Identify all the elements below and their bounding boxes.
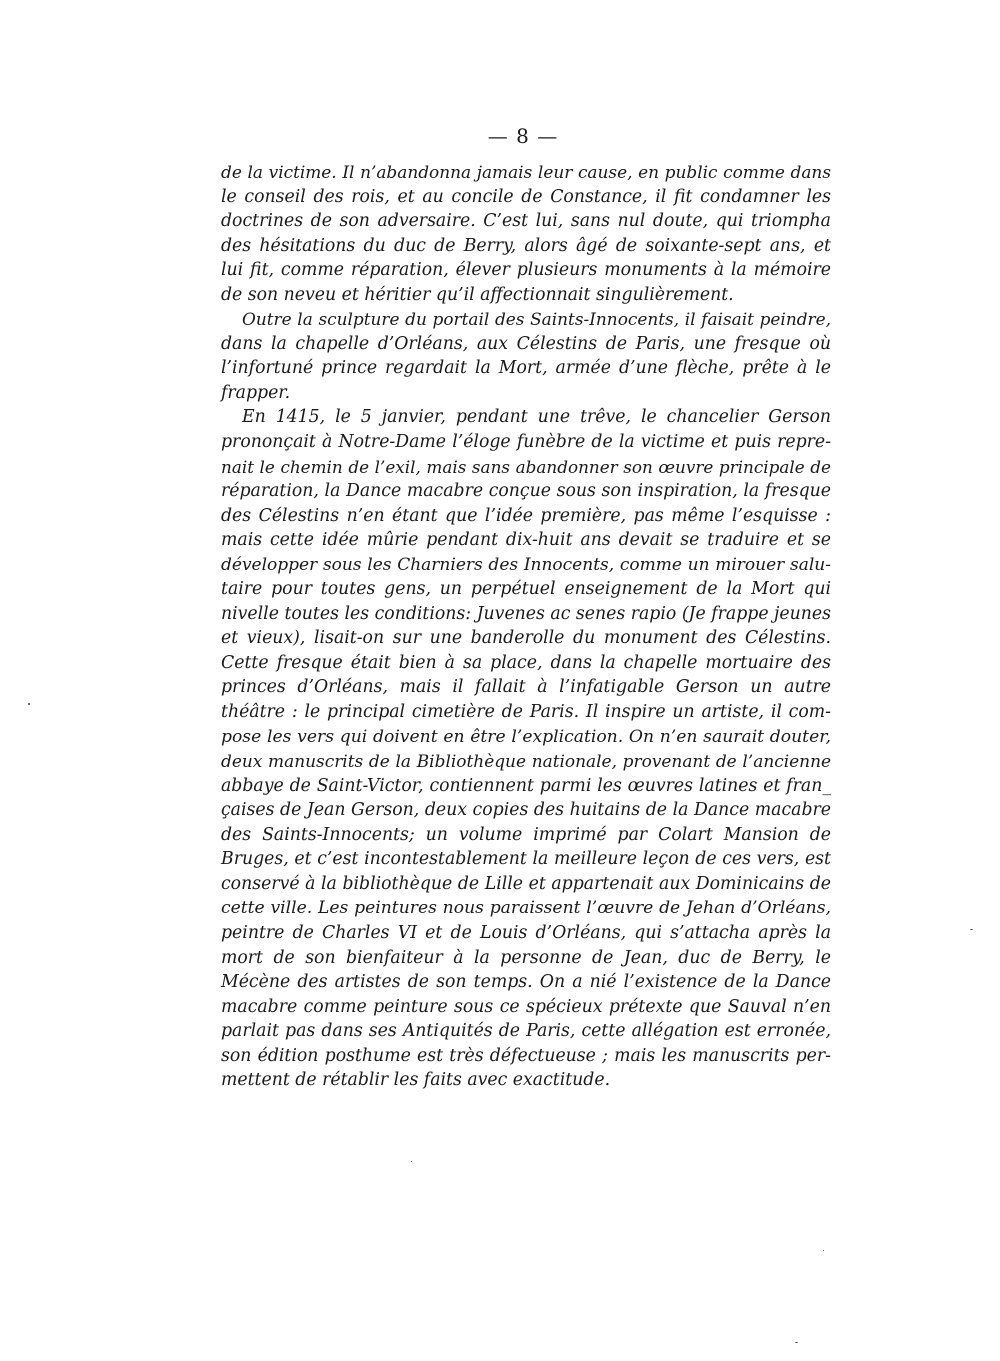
text-line: abbaye de Saint-Victor, contiennent parmi les œuvres latines et fran_ xyxy=(221,775,831,796)
text-line: deux manuscrits de la Bibliothèque nationale, provenant de l’ancienne xyxy=(221,751,831,772)
text-line: frapper. xyxy=(221,382,291,403)
text-line: peintre de Charles VI et de Louis d’Orléans, qui s’attacha après la xyxy=(221,922,831,943)
text-line: çaises de Jean Gerson, deux copies des huitains de la Dance macabre xyxy=(221,800,831,821)
text-line: l’infortuné prince regardait la Mort, armée d’une flèche, prête à le xyxy=(221,358,831,379)
scan-speck xyxy=(970,929,973,930)
text-line: Outre la sculpture du portail des Saints-Innocents, il faisait peindre, xyxy=(242,309,831,330)
text-line: Mécène des artistes de son temps. On a nié l’existence de la Dance xyxy=(221,972,831,993)
text-line: réparation, la Dance macabre conçue sous son inspiration, la fresque xyxy=(221,481,831,502)
text-line: lui fit, comme réparation, élever plusieurs monuments à la mémoire xyxy=(221,260,831,281)
scan-speck xyxy=(411,1161,412,1162)
text-line: parlait pas dans ses Antiquités de Paris, cette allégation est erronée, xyxy=(221,1021,831,1042)
page-number: — 8 — xyxy=(487,124,559,148)
text-line: mais cette idée mûrie pendant dix-huit ans devait se traduire et se xyxy=(221,530,831,551)
text-line: des hésitations du duc de Berry, alors âgé de soixante-sept ans, et xyxy=(221,235,831,256)
text-line: théâtre : le principal cimetière de Paris. Il inspire un artiste, il com- xyxy=(221,702,831,723)
text-line: nivelle toutes les conditions: Juvenes ac senes rapio (Je frappe jeunes xyxy=(221,603,831,624)
text-line: des Saints-Innocents; un volume imprimé par Colart Mansion de xyxy=(221,824,831,845)
text-line: cette ville. Les peintures nous paraissent l’œuvre de Jehan d’Orléans, xyxy=(221,898,831,919)
text-line: Bruges, et c’est incontestablement la meilleure leçon de ces vers, est xyxy=(221,849,831,870)
text-line: princes d’Orléans, mais il fallait à l’infatigable Gerson un autre xyxy=(221,677,831,698)
text-line: macabre comme peinture sous ce spécieux prétexte que Sauval n’en xyxy=(221,996,831,1017)
text-line: prononçait à Notre-Dame l’éloge funèbre de la victime et puis repre- xyxy=(221,432,831,453)
text-line: des Célestins n’en étant que l’idée première, pas même l’esquisse : xyxy=(221,505,831,526)
text-line: de la victime. Il n’abandonna jamais leur cause, en public comme dans xyxy=(221,162,831,182)
text-line: son édition posthume est très défectueuse ; mais les manuscrits per- xyxy=(221,1045,831,1066)
scan-speck xyxy=(823,1250,824,1251)
text-line: nait le chemin de l’exil, mais sans abandonner son œuvre principale de xyxy=(221,456,831,477)
body-text xyxy=(221,160,831,1093)
text-line: mort de son bienfaiteur à la personne de Jean, duc de Berry, le xyxy=(221,947,831,968)
text-line: et vieux), lisait-on sur une banderolle du monument des Célestins. xyxy=(221,628,831,649)
text-line: En 1415, le 5 janvier, pendant une trêve, le chancelier Gerson xyxy=(242,407,831,428)
text-line: Cette fresque était bien à sa place, dans la chapelle mortuaire des xyxy=(221,652,831,673)
scan-speck xyxy=(795,1342,798,1343)
scan-speck xyxy=(28,703,30,705)
text-line: dans la chapelle d’Orléans, aux Célestins de Paris, une fresque où xyxy=(221,333,831,354)
text-line: de son neveu et héritier qu’il affectionnait singulièrement. xyxy=(221,284,734,305)
text-line: conservé à la bibliothèque de Lille et appartenait aux Dominicains de xyxy=(221,873,831,894)
text-line: pose les vers qui doivent en être l’explication. On n’en saurait douter, xyxy=(221,726,831,747)
text-line: mettent de rétablir les faits avec exactitude. xyxy=(221,1070,611,1091)
text-line: taire pour toutes gens, un perpétuel enseignement de la Mort qui xyxy=(221,579,831,600)
text-line: doctrines de son adversaire. C’est lui, sans nul doute, qui triompha xyxy=(221,211,831,232)
text-line: le conseil des rois, et au concile de Constance, il fit condamner les xyxy=(221,186,831,207)
text-line: développer sous les Charniers des Innocents, comme un mirouer salu- xyxy=(221,554,831,575)
